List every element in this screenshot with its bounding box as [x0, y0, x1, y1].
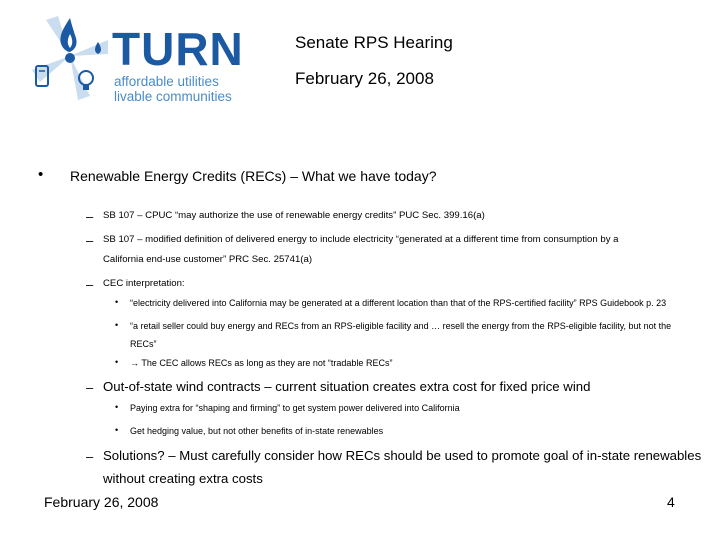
sub-bullet-icon: • — [115, 425, 119, 435]
dash-marker: – — [86, 277, 94, 292]
slide-title: Senate RPS Hearing — [295, 33, 453, 52]
page-number: 4 — [667, 494, 675, 510]
dash-marker: – — [86, 449, 94, 464]
item-solutions-line2: without creating extra costs — [103, 471, 263, 486]
item-solutions-line1: Solutions? – Must carefully consider how RECs should be used to promote goal of in-state renewables — [103, 448, 702, 463]
slide-header-date: February 26, 2008 — [295, 69, 434, 88]
item-cec-2-line2: RECs” — [130, 339, 157, 349]
item-cec: CEC interpretation: — [103, 278, 185, 289]
logo-tagline-1: affordable utilities — [114, 74, 219, 89]
item-cec-3: → The CEC allows RECs as long as they are not “tradable RECs” — [130, 358, 393, 368]
item-sb107-a: SB 107 – CPUC “may authorize the use of renewable energy credits” PUC Sec. 399.16(a) — [103, 210, 485, 221]
item-cec-2-line1: “a retail seller could buy energy and RECs from an RPS-eligible facility and … resell the energy from the RPS-eligible facility, but not the — [130, 321, 672, 331]
dash-marker: – — [86, 380, 94, 395]
dash-marker: – — [86, 209, 94, 224]
sub-bullet-icon: • — [115, 402, 119, 412]
item-wind-2: Get hedging value, but not other benefits of in-state renewables — [130, 426, 384, 436]
turn-logo — [28, 12, 244, 104]
item-sb107-b-line2: California end-use customer” PRC Sec. 25741(a) — [103, 254, 313, 265]
main-heading: Renewable Energy Credits (RECs) – What we have today? — [70, 168, 437, 184]
item-cec-1: “electricity delivered into California may be generated at a different location than that of the RPS-certified facility” RPS Guidebook p. 23 — [130, 298, 667, 308]
footer-date: February 26, 2008 — [44, 494, 159, 510]
item-wind-1: Paying extra for “shaping and firming” to get system power delivered into California — [130, 403, 460, 413]
item-sb107-b-line1: SB 107 – modified definition of delivered energy to include electricity “generated at a different time from consumption by a — [103, 234, 619, 245]
dash-marker: – — [86, 233, 94, 248]
main-bullet-icon: • — [38, 166, 44, 183]
logo-tagline-2: livable communities — [114, 89, 232, 104]
sub-bullet-icon: • — [115, 357, 119, 367]
item-wind: Out-of-state wind contracts – current situation creates extra cost for fixed price wind — [103, 379, 591, 394]
logo-wordmark: TURN — [112, 23, 244, 75]
sub-bullet-icon: • — [115, 297, 119, 307]
sub-bullet-icon: • — [115, 320, 119, 330]
turn-logo-mark-icon — [28, 12, 112, 104]
